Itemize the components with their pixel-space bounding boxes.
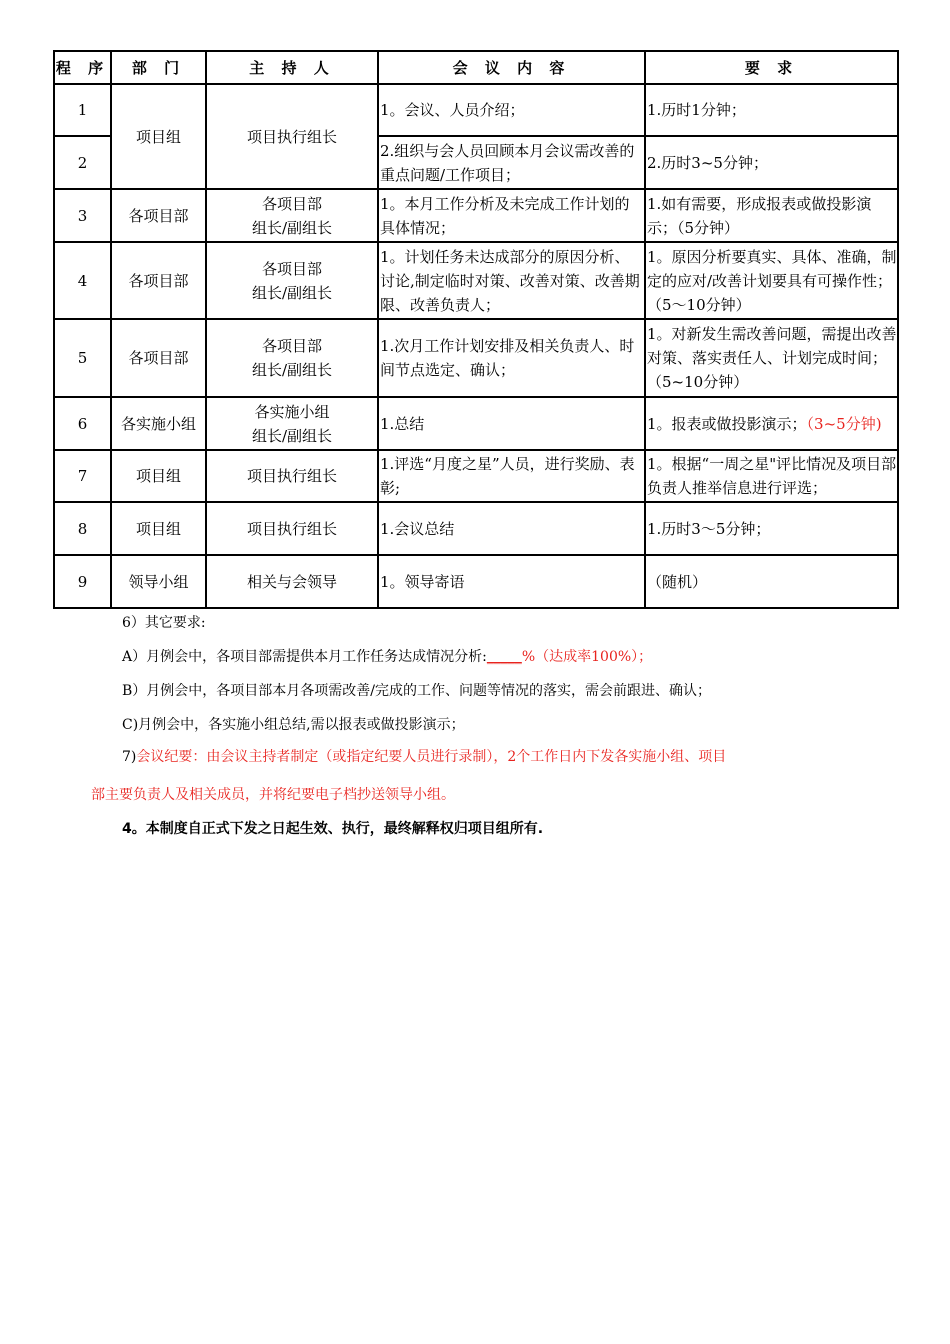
content-cell: 1.会议总结 — [378, 502, 645, 555]
requirement-cell — [645, 397, 898, 450]
table-row — [54, 84, 898, 136]
requirement-cell: 1.历时3～5分钟； — [645, 502, 898, 555]
dept-cell: 各项目部 — [111, 242, 206, 319]
note-a-suffix: %（达成率100%）； — [521, 649, 653, 665]
dept-cell: 各项目部 — [111, 189, 206, 242]
seq-cell: 4 — [54, 242, 111, 319]
note-6-heading: 6）其它要求: — [122, 615, 206, 631]
seq-cell: 2 — [54, 136, 111, 189]
requirement-cell: 1.如有需要，形成报表或做投影演示；（5分钟） — [645, 189, 898, 242]
table-row — [54, 555, 898, 608]
table-row — [54, 502, 898, 555]
seq-cell: 3 — [54, 189, 111, 242]
content-cell: 1。领导寄语 — [378, 555, 645, 608]
note-7-line1: 会议纪要：由会议主持者制定（或指定纪要人员进行录制），2个工作日内下发各实施小组、项目 — [136, 749, 727, 765]
seq-cell: 6 — [54, 397, 111, 450]
host-cell: 项目执行组长 — [206, 84, 378, 189]
table-row — [54, 319, 898, 397]
requirement-cell: 1。原因分析要真实、具体、准确，制定的应对/改善计划要具有可操作性；（5～10分钟） — [645, 242, 898, 319]
note-7-number: 7) — [122, 749, 137, 765]
header-dept: 部 门 — [111, 51, 206, 84]
content-cell: 1.总结 — [378, 397, 645, 450]
note-7-line2: 部主要负责人及相关成员，并将纪要电子档抄送领导小组。 — [91, 787, 455, 803]
note-a — [122, 646, 652, 666]
content-cell: 1。会议、人员介绍； — [378, 84, 645, 136]
content-cell: 2.组织与会人员回顾本月会议需改善的重点问题/工作项目； — [378, 136, 645, 189]
requirement-cell: （随机） — [645, 555, 898, 608]
host-cell: 项目执行组长 — [206, 502, 378, 555]
header-host: 主 持 人 — [206, 51, 378, 84]
content-cell: 1.评选“月度之星”人员，进行奖励、表彰; — [378, 450, 645, 502]
header-requirement: 要 求 — [645, 51, 898, 84]
dept-cell: 项目组 — [111, 84, 206, 189]
seq-cell: 5 — [54, 319, 111, 397]
table-row — [54, 189, 898, 242]
host-cell: 各项目部 组长/副组长 — [206, 242, 378, 319]
header-content: 会 议 内 容 — [378, 51, 645, 84]
header-seq: 程 序 — [54, 51, 111, 84]
host-cell: 项目执行组长 — [206, 450, 378, 502]
dept-cell: 各项目部 — [111, 319, 206, 397]
host-cell: 各项目部 组长/副组长 — [206, 319, 378, 397]
note-b: B）月例会中，各项目部本月各项需改善/完成的工作、问题等情况的落实，需会前跟进、确认； — [122, 683, 712, 699]
table-row — [54, 242, 898, 319]
table-row — [54, 450, 898, 502]
host-cell: 相关与会领导 — [206, 555, 378, 608]
dept-cell: 领导小组 — [111, 555, 206, 608]
table-row — [54, 397, 898, 450]
seq-cell: 8 — [54, 502, 111, 555]
seq-cell: 7 — [54, 450, 111, 502]
seq-cell: 9 — [54, 555, 111, 608]
content-cell: 1。本月工作分析及未完成工作计划的具体情况； — [378, 189, 645, 242]
content-cell: 1。计划任务未达成部分的原因分析、讨论,制定临时对策、改善对策、改善期限、改善负责人； — [378, 242, 645, 319]
dept-cell: 项目组 — [111, 502, 206, 555]
agenda-table — [53, 50, 899, 609]
requirement-cell: 1.历时1分钟； — [645, 84, 898, 136]
requirement-cell: 1。根据“一周之星"评比情况及项目部负责人推举信息进行评选； — [645, 450, 898, 502]
requirement-cell: 2.历时3~5分钟； — [645, 136, 898, 189]
closing-statement: 4。本制度自正式下发之日起生效、执行，最终解释权归项目组所有. — [122, 821, 544, 837]
completion-rate-blank: _____ — [486, 649, 522, 665]
content-cell: 1.次月工作计划安排及相关负责人、时间节点选定、确认； — [378, 319, 645, 397]
note-a-text: A）月例会中，各项目部需提供本月工作任务达成情况分析: — [122, 649, 487, 665]
host-cell: 各项目部 组长/副组长 — [206, 189, 378, 242]
seq-cell: 1 — [54, 84, 111, 136]
note-c: C)月例会中，各实施小组总结,需以报表或做投影演示； — [122, 717, 465, 733]
requirement-text: 1。报表或做投影演示； — [647, 414, 807, 433]
host-cell: 各实施小组 组长/副组长 — [206, 397, 378, 450]
requirement-cell: 1。对新发生需改善问题，需提出改善对策、落实责任人、计划完成时间；（5~10分钟） — [645, 319, 898, 397]
note-7 — [122, 746, 726, 766]
dept-cell: 各实施小组 — [111, 397, 206, 450]
requirement-duration-highlight: （3~5分钟) — [806, 414, 882, 433]
table-header-row — [54, 51, 898, 84]
dept-cell: 项目组 — [111, 450, 206, 502]
